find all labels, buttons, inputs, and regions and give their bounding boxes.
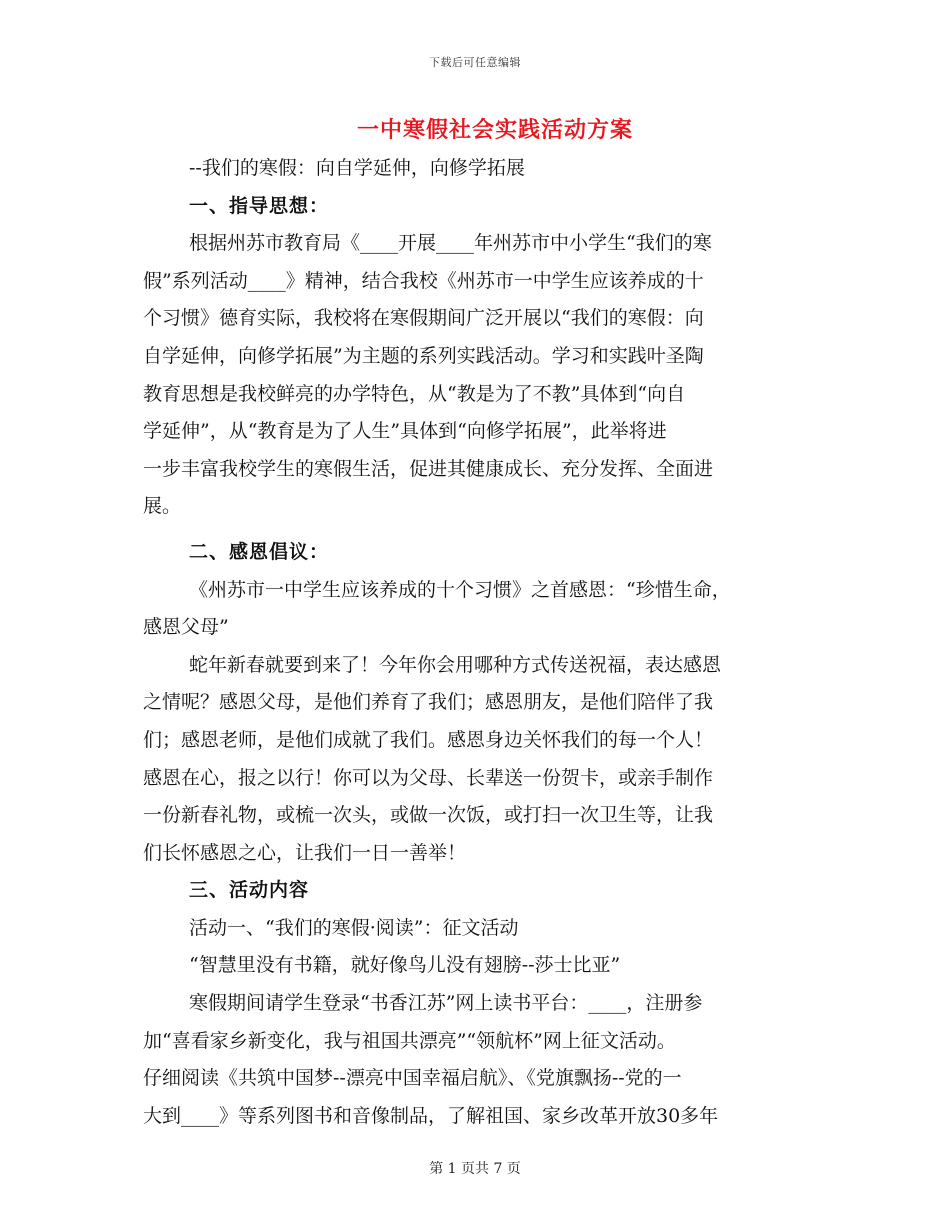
paragraph-line: 学延伸”，从“教育是为了人生”具体到“向修学拓展”，此举将进 — [143, 420, 667, 443]
paragraph-line: 之情呢？感恩父母，是他们养育了我们；感恩朋友，是他们陪伴了我 — [143, 691, 714, 714]
section-heading-activities: 三、活动内容 — [189, 879, 310, 902]
paragraph-line: 感恩在心，报之以行！你可以为父母、长辈送一份贺卡，或亲手制作 — [143, 766, 714, 789]
paragraph-line: 们长怀感恩之心，让我们一日一善举！ — [143, 841, 467, 864]
quote-line: “智慧里没有书籍，就好像鸟儿没有翅膀--莎士比亚” — [189, 954, 621, 977]
paragraph-line: 展。 — [143, 495, 182, 518]
paragraph-line: 蛇年新春就要到来了！今年你会用哪种方式传送祝福，表达感恩 — [189, 653, 722, 676]
paragraph-line: 仔细阅读《共筑中国梦--漂亮中国幸福启航》、《党旗飘扬--党的一 — [143, 1067, 682, 1090]
spacer — [143, 526, 808, 534]
subtitle: --我们的寒假：向自学延伸，向修学拓展 — [189, 157, 525, 179]
paragraph-line: 教育思想是我校鲜亮的办学特色，从“教是为了不教”具体到“向自 — [143, 382, 686, 405]
page-footer: 第 1 页共 7 页 — [429, 1161, 521, 1177]
paragraph-line: 假”系列活动____》精神，结合我校《州苏市一中学生应该养成的十 — [143, 269, 704, 292]
paragraph-line: 感恩父母” — [143, 616, 229, 639]
header-note: 下载后可任意编辑 — [429, 56, 521, 69]
activity-title: 活动一、“我们的寒假·阅读”：征文活动 — [189, 916, 519, 939]
paragraph-line: 寒假期间请学生登录“书香江苏”网上读书平台：____，注册参 — [189, 992, 703, 1015]
paragraph-line: 根据州苏市教育局《____开展____年州苏市中小学生“我们的寒 — [189, 232, 712, 255]
document-title: 一中寒假社会实践活动方案 — [356, 117, 633, 143]
paragraph-line: 加“喜看家乡新变化，我与祖国共漂亮”“领航杯”网上征文活动。 — [143, 1029, 676, 1052]
paragraph-line: 《州苏市一中学生应该养成的十个习惯》之首感恩：“珍惜生命， — [189, 578, 731, 601]
paragraph-line: 自学延伸，向修学拓展”为主题的系列实践活动。学习和实践叶圣陶 — [143, 344, 704, 367]
paragraph-line: 一份新春礼物，或梳一次头，或做一次饭，或打扫一次卫生等，让我 — [143, 804, 714, 827]
paragraph-line: 个习惯》德育实际，我校将在寒假期间广泛开展以“我们的寒假：向 — [143, 307, 704, 330]
paragraph-line: 们；感恩老师，是他们成就了我们。感恩身边关怀我们的每一个人！ — [143, 728, 714, 751]
section-heading-guiding-ideology: 一、指导思想： — [189, 194, 330, 217]
document-body — [143, 150, 808, 1135]
paragraph-line: 一步丰富我校学生的寒假生活，促进其健康成长、充分发挥、全面进 — [143, 457, 714, 480]
section-heading-gratitude: 二、感恩倡议： — [189, 540, 330, 563]
paragraph-line: 大到____》等系列图书和音像制品，了解祖国、家乡改革开放30多年 — [143, 1104, 719, 1127]
